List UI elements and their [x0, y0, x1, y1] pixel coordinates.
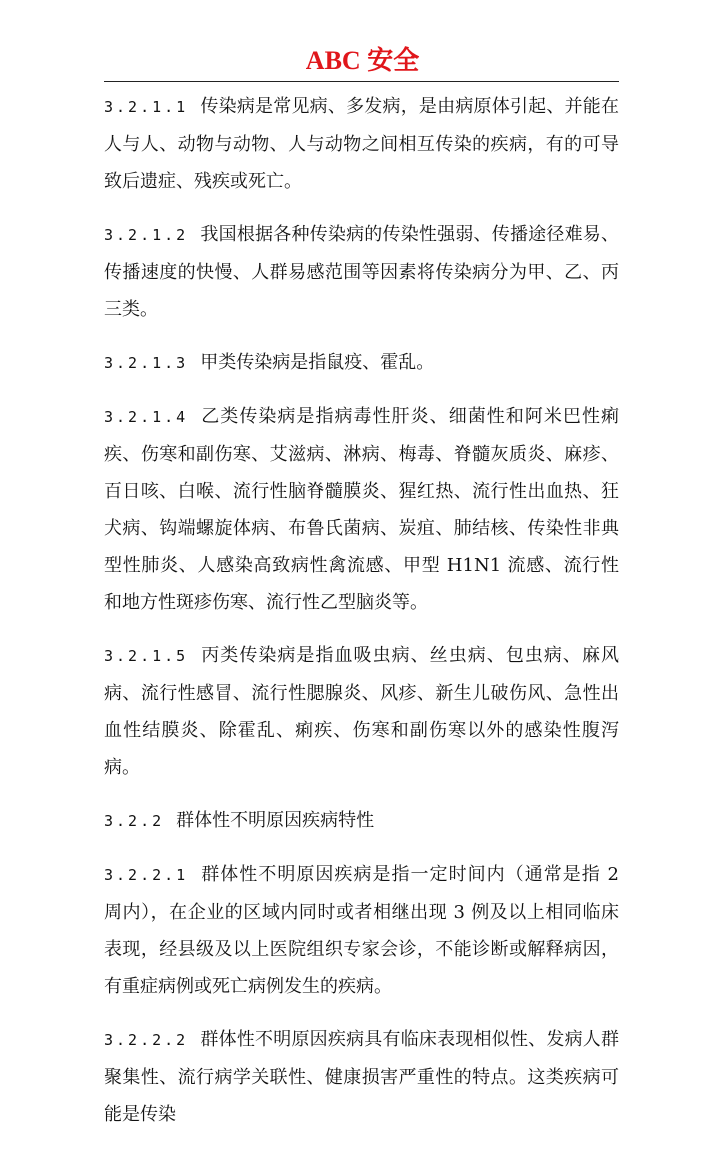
header-title: ABC 安全	[305, 46, 420, 75]
section-text: 丙类传染病是指血吸虫病、丝虫病、包虫病、麻风病、流行性感冒、流行性腮腺炎、风疹、新生儿破伤风、急性出血性结膜炎、除霍乱、痢疾、伤寒和副伤寒以外的感染性腹泻病。	[104, 645, 619, 778]
section-text: 我国根据各种传染病的传染性强弱、传播途径难易、传播速度的快慢、人群易感范围等因素将传染病分为甲、乙、丙三类。	[104, 224, 619, 320]
document-body	[104, 88, 619, 1149]
section-text: 传染病是常见病、多发病，是由病原体引起、并能在人与人、动物与动物、人与动物之间相互传染的疾病，有的可导致后遗症、残疾或死亡。	[104, 96, 619, 192]
section-heading	[104, 802, 619, 840]
section-text: 甲类传染病是指鼠疫、霍乱。	[200, 352, 435, 373]
section-paragraph	[104, 856, 619, 1005]
section-paragraph	[104, 637, 619, 786]
section-text: 群体性不明原因疾病具有临床表现相似性、发病人群聚集性、流行病学关联性、健康损害严重性的特点。这类疾病可能是传染	[104, 1029, 619, 1125]
section-number: 3.2.1.3	[104, 354, 189, 372]
section-number: 3.2.1.5	[104, 647, 189, 665]
section-number: 3.2.2.2	[104, 1031, 189, 1049]
header-divider	[104, 81, 619, 82]
section-number: 3.2.1.1	[104, 98, 189, 116]
section-number: 3.2.1.2	[104, 226, 189, 244]
page-header	[0, 0, 725, 86]
section-paragraph	[104, 398, 619, 621]
section-heading-text: 群体性不明原因疾病特性	[176, 810, 375, 831]
section-text: 群体性不明原因疾病是指一定时间内（通常是指 2 周内），在企业的区域内同时或者相继出现 3 例及以上相同临床表现，经县级及以上医院组织专家会诊，不能诊断或解释病因，有重症病例或死亡病例发生的疾病。	[104, 864, 619, 997]
section-text: 乙类传染病是指病毒性肝炎、细菌性和阿米巴性痢疾、伤寒和副伤寒、艾滋病、淋病、梅毒、脊髓灰质炎、麻疹、百日咳、白喉、流行性脑脊髓膜炎、猩红热、流行性出血热、狂犬病、钩端螺旋体病、布鲁氏菌病、炭疽、肺结核、传染性非典型性肺炎、人感染高致病性禽流感、甲型 H1N1 流感、流行性和地方性斑疹伤寒、流行性乙型脑炎等。	[104, 406, 619, 613]
section-paragraph	[104, 1021, 619, 1133]
section-paragraph	[104, 88, 619, 200]
section-number: 3.2.1.4	[104, 408, 189, 426]
section-number: 3.2.2	[104, 812, 165, 830]
section-number: 3.2.2.1	[104, 866, 189, 884]
section-paragraph	[104, 216, 619, 328]
section-paragraph	[104, 344, 619, 382]
